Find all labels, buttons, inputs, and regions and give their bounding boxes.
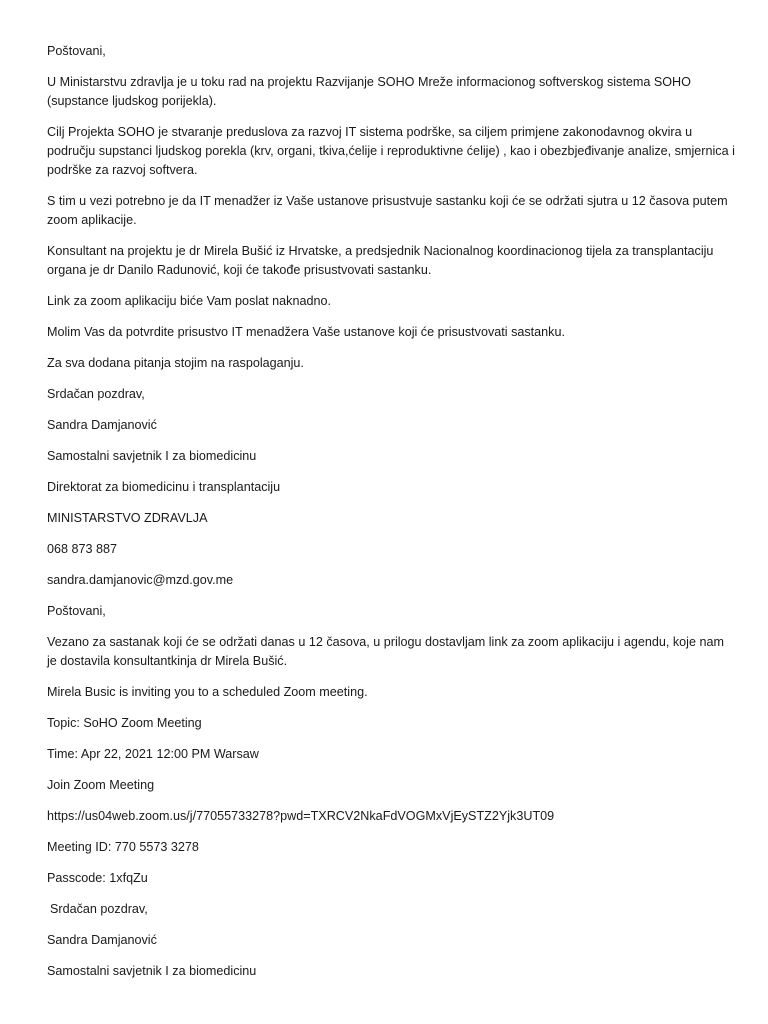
signature-name-2: Sandra Damjanović [47,933,157,947]
closing: Srdačan pozdrav, [47,387,145,401]
consultant-paragraph: Konsultant na projektu je dr Mirela Bušić iz Hrvatske, a predsjednik Nacionalnog koordinacionog tijela za transplantaciju organa je dr Danilo Radunović, koji će takođe prisustvovati sastanku. [47,244,714,277]
zoom-topic: Topic: SoHO Zoom Meeting [47,716,202,730]
goal-paragraph: Cilj Projekta SOHO je stvaranje preduslova za razvoj IT sistema podrške, sa ciljem primjene zakonodavnog okvira u području supstanci ljudskog porekla (krv, organi, tkiva,ćelije i reproduktivne ćelije) , kao i obezbjeđivanje analize, smjernica i podrške za razvoj softvera. [47,125,735,177]
link-notice: Link za zoom aplikaciju biće Vam poslat naknadno. [47,294,331,308]
signature-title: Samostalni savjetnik I za biomedicinu [47,449,257,463]
signature-ministry: MINISTARSTVO ZDRAVLJA [47,511,208,525]
confirm-request: Molim Vas da potvrdite prisustvo IT menadžera Vaše ustanove koji će prisustvovati sastanku. [47,325,565,339]
zoom-passcode: Passcode: 1xfqZu [47,871,148,885]
greeting-2: Poštovani, [47,604,106,618]
request-paragraph: S tim u vezi potrebno je da IT menadžer iz Vaše ustanove prisustvuje sastanku koji će se održati sjutra u 12 časova putem zoom aplikacije. [47,194,728,227]
meeting-paragraph: Vezano za sastanak koji će se održati danas u 12 časova, u prilogu dostavljam link za zoom aplikaciju i agendu, koje nam je dostavila konsultantkinja dr Mirela Bušić. [47,635,724,668]
signature-department: Direktorat za biomedicinu i transplantaciju [47,480,281,494]
signature-phone: 068 873 887 [47,542,118,556]
signature-name: Sandra Damjanović [47,418,157,432]
availability-note: Za sva dodana pitanja stojim na raspolaganju. [47,356,304,370]
signature-title-2: Samostalni savjetnik I za biomedicinu [47,964,257,978]
zoom-link[interactable]: https://us04web.zoom.us/j/77055733278?pwd=TXRCV2NkaFdVOGMxVjEySTZ2Yjk3UT09 [47,809,555,823]
signature-email: sandra.damjanovic@mzd.gov.me [47,573,234,587]
document-page [47,42,737,993]
zoom-meeting-id: Meeting ID: 770 5573 3278 [47,840,199,854]
closing-2: Srdačan pozdrav, [50,902,148,916]
zoom-invite: Mirela Busic is inviting you to a scheduled Zoom meeting. [47,685,368,699]
greeting: Poštovani, [47,44,106,58]
zoom-time: Time: Apr 22, 2021 12:00 PM Warsaw [47,747,259,761]
intro-paragraph: U Ministarstvu zdravlja je u toku rad na projektu Razvijanje SOHO Mreže informacionog softverskog sistema SOHO (supstance ljudskog porijekla). [47,75,691,108]
zoom-join-label: Join Zoom Meeting [47,778,155,792]
